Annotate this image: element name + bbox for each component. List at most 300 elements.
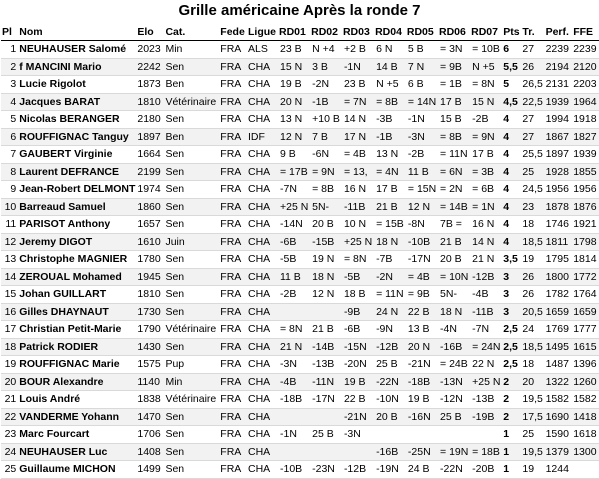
table-cell: FRA (219, 111, 247, 129)
table-cell: FRA (219, 321, 247, 339)
table-cell: FRA (219, 216, 247, 234)
table-cell: 2,5 (502, 338, 521, 356)
table-row (1, 128, 599, 146)
table-cell: 24 (1, 443, 18, 461)
table-cell: 19 (521, 461, 544, 479)
table-cell: -10B (406, 233, 438, 251)
table-cell: FRA (219, 93, 247, 111)
table-cell: = 15B (374, 216, 406, 234)
table-cell: -16N (406, 408, 438, 426)
table-cell (406, 426, 438, 444)
table-cell: -7B (374, 251, 406, 269)
table-cell: 3 (1, 76, 18, 94)
table-cell: VANDERME Yohann (18, 408, 136, 426)
table-cell: 1790 (136, 321, 164, 339)
header-cell: Perf. (545, 24, 573, 41)
table-cell: 8 (1, 163, 18, 181)
table-cell: = 3B (470, 163, 502, 181)
table-cell: NEUHAUSER Salomé (18, 41, 136, 59)
table-cell: 2,5 (502, 356, 521, 374)
table-cell: 23 B (278, 41, 310, 59)
table-cell: -21N (342, 408, 374, 426)
table-cell: FRA (219, 198, 247, 216)
table-cell: -6N (310, 146, 342, 164)
table-cell: 1838 (136, 391, 164, 409)
table-cell: -14B (310, 338, 342, 356)
table-cell: FRA (219, 181, 247, 199)
table-cell: 1939 (572, 146, 599, 164)
table-cell: = 11N (374, 286, 406, 304)
table-cell: -1N (278, 426, 310, 444)
table-cell: -9B (342, 303, 374, 321)
table-cell: N +5 (374, 76, 406, 94)
table-cell: FRA (219, 443, 247, 461)
table-cell: -15B (310, 233, 342, 251)
table-cell: Sen (164, 58, 219, 76)
table-cell: 1777 (572, 321, 599, 339)
table-cell: 23 (521, 198, 544, 216)
table-row (1, 426, 599, 444)
table-cell: 18 (521, 356, 544, 374)
table-cell: 19 N (310, 251, 342, 269)
table-cell: 19 B (278, 76, 310, 94)
table-cell: FRA (219, 233, 247, 251)
table-cell (438, 426, 470, 444)
table-cell: -11B (470, 303, 502, 321)
table-cell: -4B (278, 373, 310, 391)
table-cell: 2242 (136, 58, 164, 76)
table-cell: FRA (219, 76, 247, 94)
table-cell: = 17B (278, 163, 310, 181)
table-cell: 16 N (470, 216, 502, 234)
table-cell: 2,5 (502, 321, 521, 339)
header-cell: RD04 (374, 24, 406, 41)
table-cell: 1746 (545, 216, 573, 234)
table-cell: 23 (1, 426, 18, 444)
table-cell: Sen (164, 408, 219, 426)
table-cell: 11 B (406, 163, 438, 181)
table-cell: 2239 (545, 41, 573, 59)
table-cell: FRA (219, 286, 247, 304)
table-cell: -5B (278, 251, 310, 269)
table-cell: = 13, (342, 163, 374, 181)
table-row (1, 461, 599, 479)
table-cell: -25N (406, 443, 438, 461)
table-cell: CHA (247, 408, 278, 426)
table-cell: 4 (502, 128, 521, 146)
table-cell: 15 B (438, 111, 470, 129)
table-cell: 1590 (545, 426, 573, 444)
table-cell: CHA (247, 303, 278, 321)
table-cell: Ben (164, 128, 219, 146)
table-cell: 1 (502, 443, 521, 461)
table-cell: -13B (470, 391, 502, 409)
table-cell: +25 N (342, 233, 374, 251)
table-cell: = 8N (342, 251, 374, 269)
table-cell: Sen (164, 268, 219, 286)
table-cell: 1918 (572, 111, 599, 129)
table-cell: Jeremy DIGOT (18, 233, 136, 251)
table-cell: 24 (521, 321, 544, 339)
table-cell: 2203 (572, 76, 599, 94)
table-cell: 14 B (374, 58, 406, 76)
table-cell: 1867 (545, 128, 573, 146)
table-cell: CHA (247, 198, 278, 216)
table-cell: 1764 (572, 286, 599, 304)
table-cell: FRA (219, 426, 247, 444)
table-cell: = 10B (470, 41, 502, 59)
table-cell (278, 408, 310, 426)
table-cell: 1860 (136, 198, 164, 216)
table-cell: 3 (502, 268, 521, 286)
table-cell: -2N (310, 76, 342, 94)
table-cell: = 15N (406, 181, 438, 199)
table-cell: 27 (521, 41, 544, 59)
table-cell: -19B (470, 408, 502, 426)
table-cell: -4N (438, 321, 470, 339)
table-cell: 4 (502, 198, 521, 216)
table-cell: 2180 (136, 111, 164, 129)
table-cell: ROUFFIGNAC Tanguy (18, 128, 136, 146)
table-cell: -1B (374, 128, 406, 146)
table-cell: 20,5 (521, 303, 544, 321)
table-cell: -4B (470, 286, 502, 304)
table-cell: 26 (521, 286, 544, 304)
table-row (1, 181, 599, 199)
table-cell: 1730 (136, 303, 164, 321)
table-cell: 2120 (572, 58, 599, 76)
table-cell: 22 (1, 408, 18, 426)
table-cell: 1873 (136, 76, 164, 94)
table-cell: 26,5 (521, 76, 544, 94)
table-cell: 17 B (374, 181, 406, 199)
table-cell: Johan GUILLART (18, 286, 136, 304)
table-cell: 1495 (545, 338, 573, 356)
table-cell: 1430 (136, 338, 164, 356)
table-cell: 21 (1, 391, 18, 409)
table-cell: FRA (219, 251, 247, 269)
table-cell: 20 N (278, 93, 310, 111)
table-cell: 2 (502, 391, 521, 409)
header-cell: Pl (1, 24, 18, 41)
header-cell: RD03 (342, 24, 374, 41)
table-cell: CHA (247, 321, 278, 339)
table-cell: 19 (521, 251, 544, 269)
table-cell: -2B (278, 286, 310, 304)
table-cell: 2199 (136, 163, 164, 181)
table-cell: CHA (247, 268, 278, 286)
table-cell: 6 (1, 128, 18, 146)
table-cell: Gilles DHAYNAUT (18, 303, 136, 321)
table-cell: 1994 (545, 111, 573, 129)
table-cell: 1782 (545, 286, 573, 304)
table-cell: 1618 (572, 426, 599, 444)
table-cell: 15 N (278, 58, 310, 76)
table-cell: = 3N (438, 41, 470, 59)
table-cell: = 4B (406, 268, 438, 286)
table-cell: 24 N (374, 303, 406, 321)
table-cell: 20 B (310, 216, 342, 234)
table-cell: 17 (1, 321, 18, 339)
table-row (1, 76, 599, 94)
table-cell: 1418 (572, 408, 599, 426)
table-cell: Ben (164, 76, 219, 94)
table-cell: = 19N (438, 443, 470, 461)
table-cell: 18,5 (521, 233, 544, 251)
table-cell: = 24N (470, 338, 502, 356)
table-cell: CHA (247, 443, 278, 461)
table-cell: 1664 (136, 146, 164, 164)
table-cell: 1876 (572, 198, 599, 216)
table-cell: GAUBERT Virginie (18, 146, 136, 164)
table-cell: FRA (219, 461, 247, 479)
table-cell: 1470 (136, 408, 164, 426)
table-cell: -10N (374, 391, 406, 409)
table-cell: -17N (310, 391, 342, 409)
table-cell: Guillaume MICHON (18, 461, 136, 479)
table-cell: 1769 (545, 321, 573, 339)
header-cell: RD02 (310, 24, 342, 41)
table-cell: = 18B (470, 443, 502, 461)
table-cell: Sen (164, 146, 219, 164)
table-cell: 18 N (374, 233, 406, 251)
table-cell: -15N (342, 338, 374, 356)
table-cell: -2B (470, 111, 502, 129)
table-cell: 1706 (136, 426, 164, 444)
table-cell: 23 B (342, 76, 374, 94)
table-cell: -14N (278, 216, 310, 234)
table-cell: 16 (1, 303, 18, 321)
table-cell: CHA (247, 181, 278, 199)
table-body (1, 41, 599, 479)
table-cell: 1811 (545, 233, 573, 251)
table-cell: 1974 (136, 181, 164, 199)
table-cell: 1810 (136, 93, 164, 111)
header-cell: Tr. (521, 24, 544, 41)
table-cell: FRA (219, 338, 247, 356)
table-cell: -13N (438, 373, 470, 391)
table-cell: -3N (406, 128, 438, 146)
table-cell: 22 B (406, 303, 438, 321)
table-cell: 4 (502, 181, 521, 199)
table-row (1, 408, 599, 426)
table-row (1, 216, 599, 234)
table-cell: 14 N (470, 233, 502, 251)
header-cell: RD05 (406, 24, 438, 41)
table-row (1, 321, 599, 339)
table-cell: -5B (342, 268, 374, 286)
table-cell (572, 461, 599, 479)
table-cell: FRA (219, 268, 247, 286)
table-cell: Sen (164, 286, 219, 304)
table-cell: ROUFFIGNAC Marie (18, 356, 136, 374)
table-cell: 5 (502, 76, 521, 94)
table-cell: -1N (342, 58, 374, 76)
table-cell: 1798 (572, 233, 599, 251)
table-cell: -22N (438, 461, 470, 479)
table-cell: -12B (342, 461, 374, 479)
table-cell: Min (164, 41, 219, 59)
table-cell: -18B (406, 373, 438, 391)
table-cell: FRA (219, 58, 247, 76)
table-cell: 15 N (470, 93, 502, 111)
table-cell: 6 (502, 41, 521, 59)
table-cell: = 8B (310, 181, 342, 199)
table-cell: PARISOT Anthony (18, 216, 136, 234)
table-row (1, 391, 599, 409)
table-cell: Sen (164, 303, 219, 321)
table-cell: Sen (164, 426, 219, 444)
table-cell: 19 (1, 356, 18, 374)
table-cell: 1810 (136, 286, 164, 304)
table-cell: 18 (521, 216, 544, 234)
table-row (1, 251, 599, 269)
table-cell: 13 (1, 251, 18, 269)
table-cell: 4 (1, 93, 18, 111)
table-cell: 19 B (406, 391, 438, 409)
table-cell: Patrick RODIER (18, 338, 136, 356)
table-cell: -1N (406, 111, 438, 129)
table-cell: -6B (278, 233, 310, 251)
table-cell: 12 (1, 233, 18, 251)
table-cell: -16B (438, 338, 470, 356)
table-cell: = 9B (438, 58, 470, 76)
table-cell: CHA (247, 58, 278, 76)
table-cell: FRA (219, 391, 247, 409)
table-cell: 22 B (342, 391, 374, 409)
table-cell: 11 B (278, 268, 310, 286)
table-cell: 1928 (545, 163, 573, 181)
table-cell: 1575 (136, 356, 164, 374)
table-cell: 27 (521, 111, 544, 129)
table-cell: N +4 (310, 41, 342, 59)
table-cell: = 9N (470, 128, 502, 146)
table-row (1, 268, 599, 286)
table-cell: 19,5 (521, 443, 544, 461)
table-cell: Sen (164, 111, 219, 129)
table-cell (374, 426, 406, 444)
table-cell: 2023 (136, 41, 164, 59)
table-cell: = 9B (406, 286, 438, 304)
table-cell: 13 N (278, 111, 310, 129)
table-cell: = 14N (406, 93, 438, 111)
table-cell: Lucie Rigolot (18, 76, 136, 94)
table-cell: -17N (406, 251, 438, 269)
table-cell (310, 303, 342, 321)
table-row (1, 286, 599, 304)
table-cell: 16 N (342, 181, 374, 199)
table-cell: 3 B (310, 58, 342, 76)
table-cell: 1610 (136, 233, 164, 251)
table-cell: 2131 (545, 76, 573, 94)
table-cell: Sen (164, 461, 219, 479)
table-cell: 1690 (545, 408, 573, 426)
table-row (1, 111, 599, 129)
table-cell: Vétérinaire (164, 321, 219, 339)
table-cell: CHA (247, 286, 278, 304)
table-cell (278, 443, 310, 461)
table-cell: 26 (521, 268, 544, 286)
table-cell: 26 (521, 58, 544, 76)
table-cell: -20B (470, 461, 502, 479)
table-cell: FRA (219, 408, 247, 426)
table-cell: -3N (278, 356, 310, 374)
table-cell: 21 B (374, 198, 406, 216)
table-cell: Vétérinaire (164, 391, 219, 409)
table-cell (470, 426, 502, 444)
table-cell: IDF (247, 128, 278, 146)
table-cell: Sen (164, 163, 219, 181)
table-cell: 1 (502, 461, 521, 479)
header-cell: Fede (219, 24, 247, 41)
table-cell: 2 (1, 58, 18, 76)
table-cell: 1322 (545, 373, 573, 391)
table-cell: 11 (1, 216, 18, 234)
table-cell: 1 (1, 41, 18, 59)
table-cell: 7 B (310, 128, 342, 146)
table-cell: ZEROUAL Mohamed (18, 268, 136, 286)
table-cell: 21 B (310, 321, 342, 339)
table-cell: FRA (219, 128, 247, 146)
table-cell: 14 N (342, 111, 374, 129)
header-cell: Ligue (247, 24, 278, 41)
table-cell: Christophe MAGNIER (18, 251, 136, 269)
table-cell: 4 (502, 111, 521, 129)
table-cell: -11B (342, 198, 374, 216)
table-cell: BOUR Alexandre (18, 373, 136, 391)
table-cell: 7 N (406, 58, 438, 76)
table-cell: +25 N (470, 373, 502, 391)
table-cell: = 4N (374, 163, 406, 181)
table-cell: = 1B (438, 76, 470, 94)
table-cell: 1582 (545, 391, 573, 409)
table-cell: 3,5 (502, 251, 521, 269)
table-cell: -12N (438, 391, 470, 409)
table-cell: 17 N (342, 128, 374, 146)
table-cell: -22N (374, 373, 406, 391)
table-cell: ALS (247, 41, 278, 59)
table-cell: 20 B (438, 251, 470, 269)
table-cell: -21N (406, 356, 438, 374)
table-cell: CHA (247, 338, 278, 356)
header-cell: FFE (572, 24, 599, 41)
table-cell: -8N (406, 216, 438, 234)
table-cell: CHA (247, 146, 278, 164)
table-cell: Sen (164, 216, 219, 234)
table-cell: 1379 (545, 443, 573, 461)
header-cell: RD01 (278, 24, 310, 41)
table-cell: FRA (219, 373, 247, 391)
table-cell: 3 (502, 303, 521, 321)
table-cell: FRA (219, 356, 247, 374)
table-cell: Marc Fourcart (18, 426, 136, 444)
table-cell: 9 (1, 181, 18, 199)
table-cell: 1772 (572, 268, 599, 286)
table-cell: = 7N (342, 93, 374, 111)
table-cell: 1487 (545, 356, 573, 374)
table-cell: 12 N (406, 198, 438, 216)
table-cell: CHA (247, 163, 278, 181)
header-cell: Pts (502, 24, 521, 41)
table-cell: -18B (278, 391, 310, 409)
table-cell: 1396 (572, 356, 599, 374)
table-cell: CHA (247, 251, 278, 269)
table-cell: 13 B (406, 321, 438, 339)
table-cell: 20 (521, 373, 544, 391)
table-cell: CHA (247, 373, 278, 391)
table-cell: +10 B (310, 111, 342, 129)
table-cell: 12 N (278, 128, 310, 146)
